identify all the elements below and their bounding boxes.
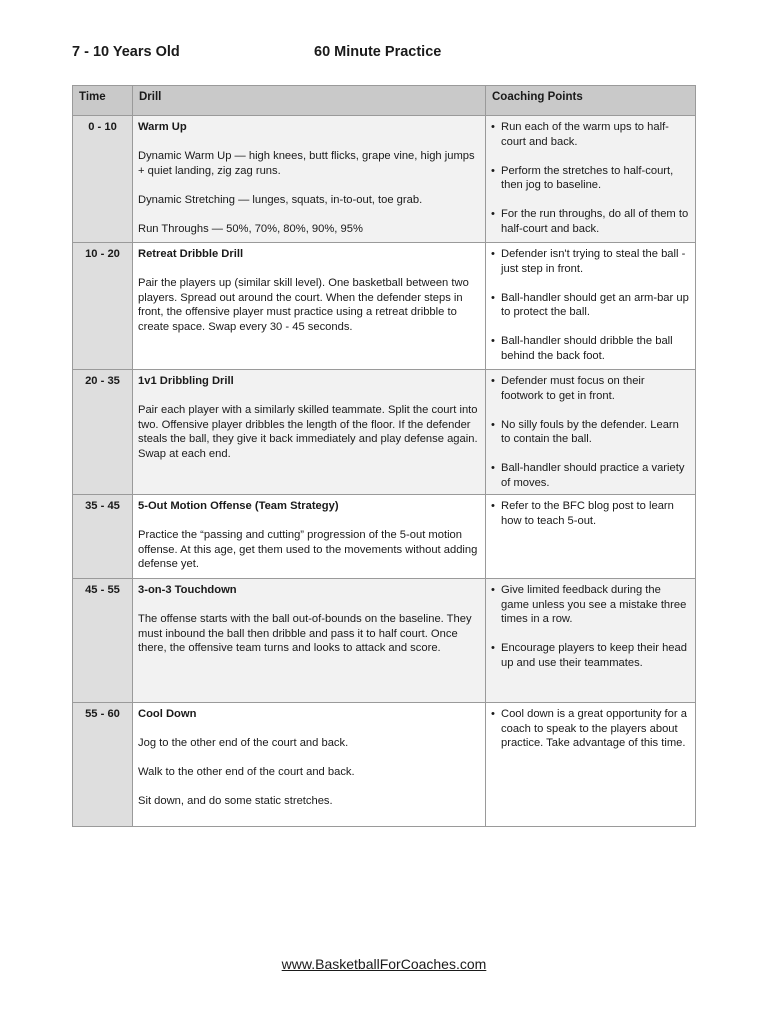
coaching-point: • Perform the stretches to half-court, then jog to baseline. xyxy=(490,164,690,193)
table-row xyxy=(73,703,696,827)
practice-duration-heading: 60 Minute Practice xyxy=(314,44,442,60)
coaching-points-list xyxy=(490,499,690,528)
time-column-header: Time xyxy=(73,86,133,116)
drill-description: Sit down, and do some static stretches. xyxy=(138,795,333,807)
coaching-points-cell xyxy=(486,116,696,243)
coaching-point: • Ball-handler should practice a variety of moves. xyxy=(490,461,690,490)
coaching-point: • Ball-handler should dribble the ball behind the back foot. xyxy=(490,334,690,363)
coaching-point: • Refer to the BFC blog post to learn how to teach 5-out. xyxy=(490,499,690,528)
drill-title: Cool Down xyxy=(138,708,197,720)
drill-description: Pair each player with a similarly skilled teammate. Split the court into two. Offensive player dribbles the length of the floor. If the defender steals the ball, they give it back immediately and play defense again. Swap at each end. xyxy=(138,404,478,460)
drill-column-header: Drill xyxy=(133,86,486,116)
drill-description: Run Throughs — 50%, 70%, 80%, 90%, 95% xyxy=(138,222,363,235)
coaching-points-list xyxy=(490,120,690,236)
coaching-points-cell xyxy=(486,370,696,495)
coaching-points-cell xyxy=(486,703,696,827)
drill-description: The offense starts with the ball out-of-bounds on the baseline. They must inbound the ball then dribble and pass it to half court. Once there, the offensive team turns and looks to attack and score. xyxy=(138,613,472,654)
drill-title: 3-on-3 Touchdown xyxy=(138,584,237,596)
table-row xyxy=(73,116,696,243)
coaching-point: • Ball-handler should get an arm-bar up to protect the ball. xyxy=(490,291,690,320)
age-group-heading: 7 - 10 Years Old xyxy=(72,44,180,60)
drill-description: Walk to the other end of the court and back. xyxy=(138,766,355,778)
table-row xyxy=(73,495,696,579)
drill-title: 1v1 Dribbling Drill xyxy=(138,375,234,387)
coaching-points-list xyxy=(490,374,690,490)
drill-description: Jog to the other end of the court and back. xyxy=(138,737,349,749)
coaching-points-column-header: Coaching Points xyxy=(486,86,696,116)
drill-cell xyxy=(133,370,486,495)
table-row xyxy=(73,370,696,495)
coaching-point: • Encourage players to keep their head up and use their teammates. xyxy=(490,641,690,670)
drill-cell xyxy=(133,495,486,579)
drill-description: Pair the players up (similar skill level). One basketball between two players. Spread out around the court. When the defender steps in front, the offensive player must practice using a retreat dribble to create space. Swap every 30 - 45 seconds. xyxy=(138,277,469,333)
drill-description: Practice the “passing and cutting” progression of the 5-out motion offense. At this age, get them used to the movements without adding defense yet. xyxy=(138,529,478,570)
coaching-points-list xyxy=(490,247,690,363)
coaching-point: • Defender isn't trying to steal the ball - just step in front. xyxy=(490,247,690,276)
coaching-points-list xyxy=(490,583,690,670)
drill-cell xyxy=(133,243,486,370)
time-cell: 20 - 35 xyxy=(73,370,133,495)
coaching-point: • Give limited feedback during the game unless you see a mistake three times in a row. xyxy=(490,583,690,627)
coaching-point: • No silly fouls by the defender. Learn to contain the ball. xyxy=(490,418,690,447)
coaching-points-cell xyxy=(486,495,696,579)
drill-cell xyxy=(133,116,486,243)
table-header-row xyxy=(73,86,696,116)
drill-cell xyxy=(133,579,486,703)
coaching-points-cell xyxy=(486,579,696,703)
practice-plan-table xyxy=(72,85,696,827)
time-cell: 35 - 45 xyxy=(73,495,133,579)
drill-description: Dynamic Warm Up — high knees, butt flicks, grape vine, high jumps + quiet landing, zig zag runs. xyxy=(138,150,475,177)
time-cell: 0 - 10 xyxy=(73,116,133,243)
coaching-point: • Defender must focus on their footwork to get in front. xyxy=(490,374,690,403)
table-row xyxy=(73,579,696,703)
drill-title: Warm Up xyxy=(138,121,187,133)
drill-cell xyxy=(133,703,486,827)
coaching-points-cell xyxy=(486,243,696,370)
drill-title: Retreat Dribble Drill xyxy=(138,248,244,260)
drill-title: 5-Out Motion Offense (Team Strategy) xyxy=(138,500,339,512)
coaching-point: • Run each of the warm ups to half-court and back. xyxy=(490,120,690,149)
time-cell: 45 - 55 xyxy=(73,579,133,703)
coaching-point: • Cool down is a great opportunity for a coach to speak to the players about practice. Take advantage of this time. xyxy=(490,707,690,751)
coaching-point: • For the run throughs, do all of them to half-court and back. xyxy=(490,207,690,236)
coaching-points-list xyxy=(490,707,690,751)
table-row xyxy=(73,243,696,370)
website-link[interactable]: www.BasketballForCoaches.com xyxy=(281,956,487,972)
time-cell: 55 - 60 xyxy=(73,703,133,827)
drill-description: Dynamic Stretching — lunges, squats, in-to-out, toe grab. xyxy=(138,193,423,206)
time-cell: 10 - 20 xyxy=(73,243,133,370)
